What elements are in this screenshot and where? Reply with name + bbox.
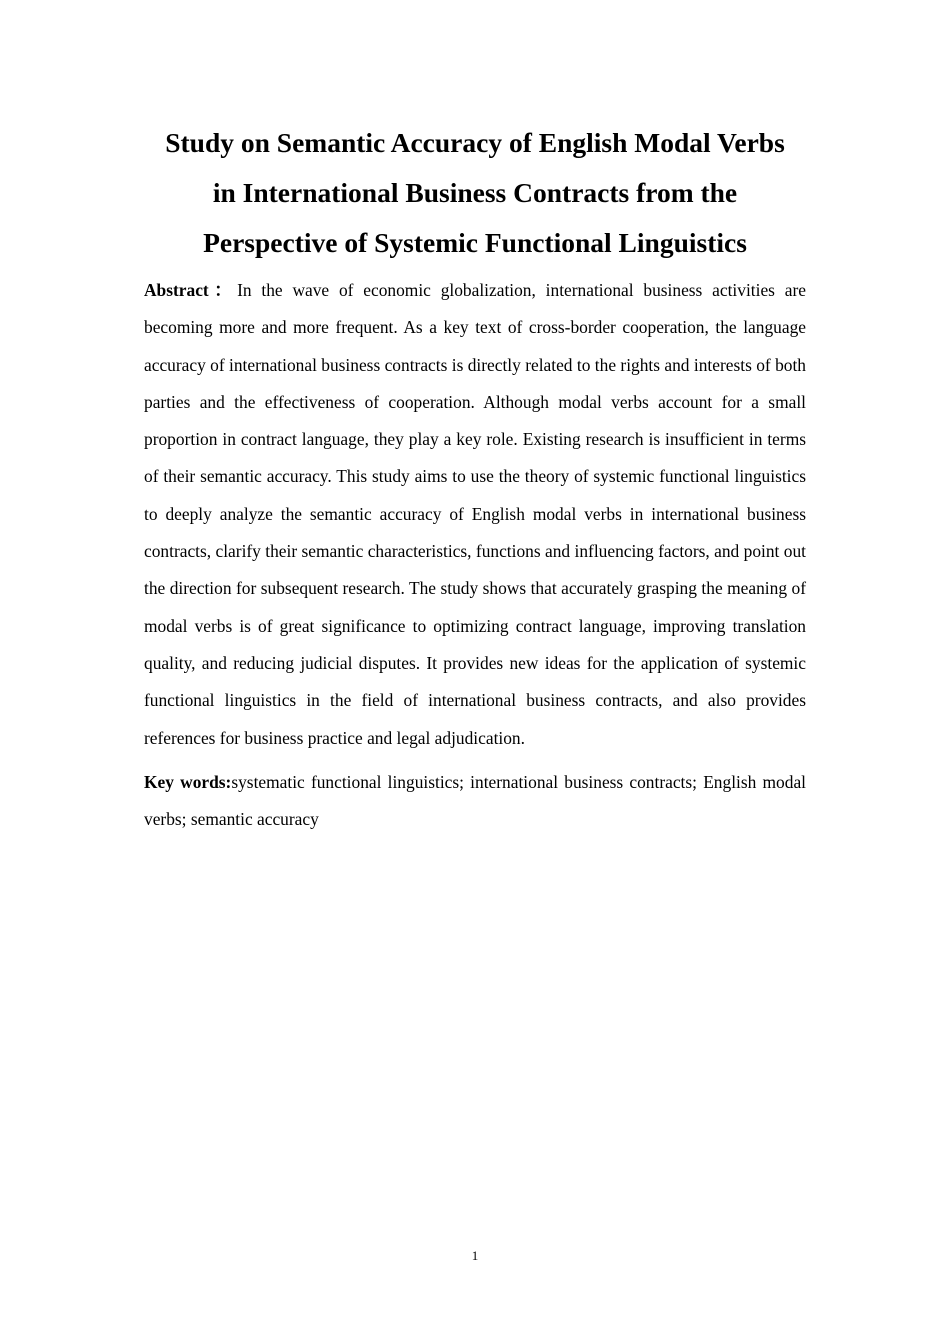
abstract-text: In the wave of economic globalization, international business activities are becoming more and more frequent. As a key text of cross-border cooperation, the language accuracy of international business contracts is directly related to the rights and interests of both parties and the effectiveness of cooperation. Although modal verbs account for a small proportion in contract language, they play a key role. Existing research is insufficient in terms of their semantic accuracy. This study aims to use the theory of systemic functional linguistics to deeply analyze the semantic accuracy of English modal verbs in international business contracts, clarify their semantic characteristics, functions and influencing factors, and point out the direction for subsequent research. The study shows that accurately grasping the meaning of modal verbs is of great significance to optimizing contract language, improving translation quality, and reducing judicial disputes. It provides new ideas for the application of systemic functional linguistics in the field of international business contracts, and also provides references for business practice and legal adjudication. bbox=[144, 280, 806, 748]
keywords-paragraph bbox=[144, 764, 806, 839]
page-number: 1 bbox=[471, 1248, 479, 1263]
keywords-text: systematic functional linguistics; international business contracts; English modal verbs; semantic accuracy bbox=[144, 771, 806, 830]
title-line-2: in International Business Contracts from the bbox=[212, 177, 738, 208]
abstract-label: Abstract： bbox=[144, 280, 238, 300]
keywords-label: Key words: bbox=[144, 771, 232, 792]
title-line-1: Study on Semantic Accuracy of English Modal Verbs bbox=[165, 127, 785, 158]
page-content bbox=[144, 118, 806, 838]
abstract-paragraph bbox=[144, 272, 806, 757]
paper-title bbox=[144, 118, 806, 268]
title-line-3: Perspective of Systemic Functional Linguistics bbox=[203, 227, 747, 258]
